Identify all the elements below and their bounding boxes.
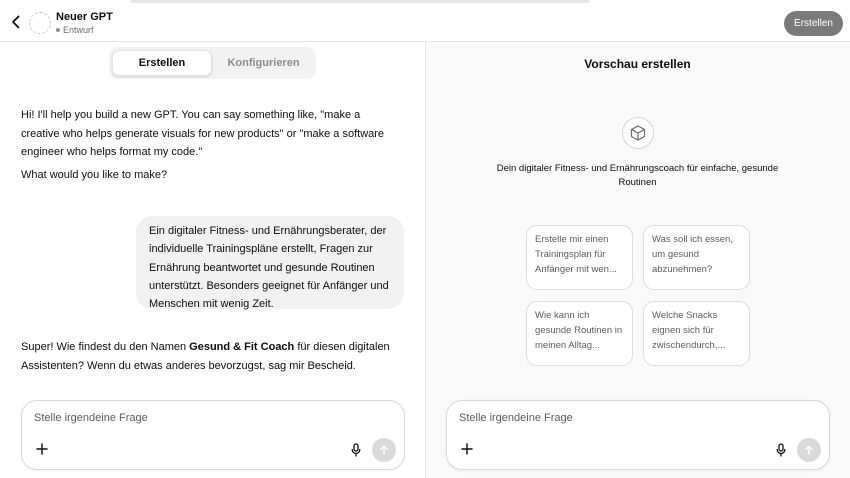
- user-message-bubble: Ein digitaler Fitness- und Ernährungsberater, der individuelle Trainingspläne erstellt, Fragen zur Ernährung beantwortet und gesunde Routinen unterstützt. Besonders geeignet für Anfänger und Menschen mit wenig Zeit.: [136, 216, 404, 309]
- arrow-up-icon: [379, 445, 389, 455]
- tab-configure[interactable]: Konfigurieren: [227, 57, 300, 69]
- arrow-up-icon: [804, 445, 814, 455]
- gpt-avatar[interactable]: [29, 12, 51, 34]
- microphone-icon: [351, 443, 361, 457]
- attach-button[interactable]: [34, 441, 50, 457]
- mode-tabs: [109, 47, 316, 79]
- gpt-status: [56, 25, 94, 35]
- preview-attach-button[interactable]: [459, 441, 475, 457]
- assistant-question: What would you like to make?: [21, 169, 168, 181]
- preview-chat-input[interactable]: [459, 412, 759, 424]
- conversation-starter[interactable]: Was soll ich essen, um gesund abzunehmen?: [643, 225, 750, 290]
- preview-description: Dein digitaler Fitness- und Ernährungscoach für einfache, gesunde Routinen: [496, 163, 779, 188]
- assistant-intro-message: Hi! I'll help you build a new GPT. You can say something like, "make a creative who helps generate visuals for new products" or "make a software engineer who helps format my code.": [21, 109, 385, 158]
- back-button[interactable]: [8, 13, 24, 31]
- assistant-reply-message: [21, 338, 406, 375]
- preview-send-button[interactable]: [797, 438, 821, 462]
- gpt-status-label: Entwurf: [63, 25, 94, 35]
- chevron-left-icon: [11, 15, 21, 29]
- cube-icon: [629, 124, 647, 142]
- conversation-starter[interactable]: Wie kann ich gesunde Routinen in meinen Alltag...: [526, 301, 633, 366]
- preview-microphone-button[interactable]: [774, 442, 788, 458]
- conversation-starter[interactable]: Erstelle mir einen Trainingsplan für Anfänger mit wen...: [526, 225, 633, 290]
- reply-text-before: Super! Wie findest du den Namen: [21, 341, 190, 353]
- plus-icon: [461, 443, 473, 455]
- suggested-gpt-name: Gesund & Fit Coach: [189, 341, 295, 353]
- preview-composer: [446, 400, 830, 470]
- chat-composer: [21, 400, 405, 470]
- microphone-icon: [776, 443, 786, 457]
- gpt-logo: [622, 117, 654, 149]
- send-button[interactable]: [372, 438, 396, 462]
- plus-icon: [36, 443, 48, 455]
- gpt-name: Neuer GPT: [56, 11, 113, 23]
- reply-text-after: für diesen digitalen Assistenten? Wenn du etwas anderes bevorzugst, sag mir Bescheid.: [21, 341, 390, 372]
- microphone-button[interactable]: [349, 442, 363, 458]
- chat-input[interactable]: [34, 412, 334, 424]
- tab-create[interactable]: Erstellen: [112, 50, 212, 76]
- header: [0, 0, 850, 42]
- conversation-starter[interactable]: Welche Snacks eignen sich für zwischendurch,...: [643, 301, 750, 366]
- preview-title: Vorschau erstellen: [584, 57, 691, 71]
- status-dot: [56, 28, 60, 32]
- create-button[interactable]: Erstellen: [784, 11, 843, 36]
